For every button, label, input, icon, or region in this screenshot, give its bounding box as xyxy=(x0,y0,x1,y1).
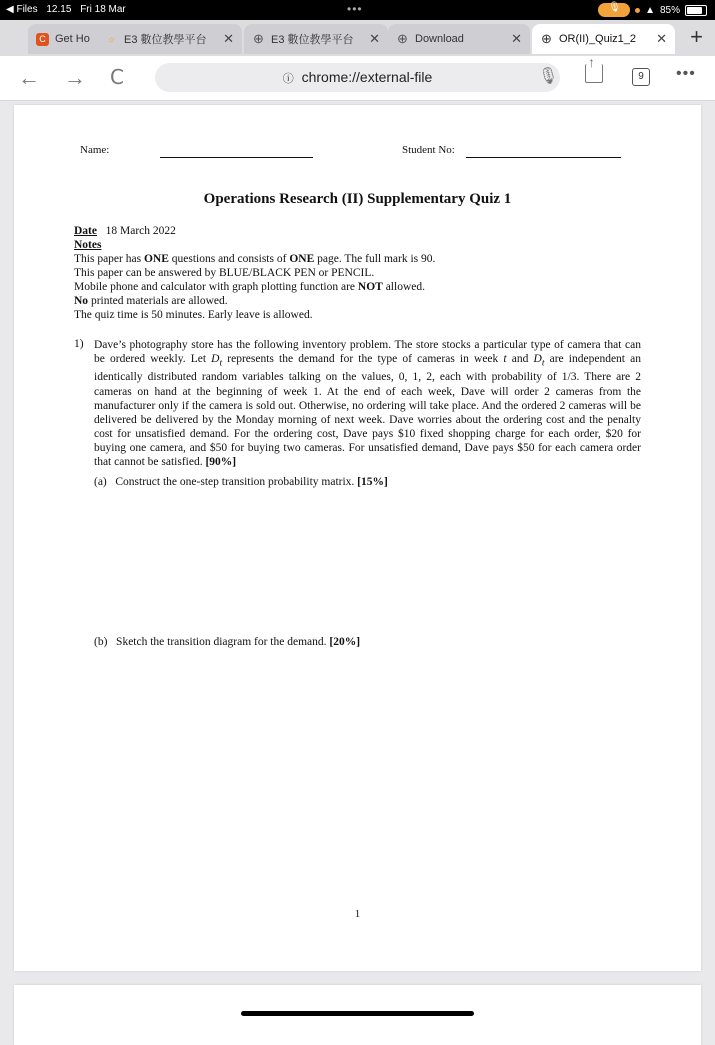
date-line xyxy=(74,224,176,238)
site-info-icon[interactable]: ⓘ xyxy=(282,73,294,85)
quiz-title: Operations Research (II) Supplementary Quiz 1 xyxy=(203,191,512,207)
tab-favicon-icon: C xyxy=(36,33,49,46)
tab-switcher-button[interactable]: 9 xyxy=(632,68,650,86)
tab-favicon-icon: ☼ xyxy=(107,34,116,44)
close-tab-icon[interactable]: ✕ xyxy=(511,31,522,46)
q1-marks: [90%] xyxy=(205,456,237,469)
q1-subscript: t xyxy=(219,357,223,369)
tab-label: E3 數位教學平台 xyxy=(271,34,354,46)
note-text: allowed. xyxy=(382,281,425,293)
tab-favicon-icon: ⊕ xyxy=(397,31,408,46)
q1-variable: D xyxy=(533,353,542,366)
date-value: 18 March 2022 xyxy=(105,225,176,237)
microphone-in-use-icon xyxy=(598,3,630,17)
more-menu-icon[interactable]: ••• xyxy=(676,65,696,82)
note-bold: NOT xyxy=(357,281,383,293)
q1-variable: t xyxy=(503,353,507,366)
browser-toolbar xyxy=(0,56,715,101)
url-text: chrome://external-file xyxy=(301,69,433,85)
name-label: Name: xyxy=(80,144,110,156)
note-text: printed materials are allowed. xyxy=(88,295,228,307)
voice-search-icon[interactable]: 🎙 xyxy=(538,68,559,85)
name-blank-line xyxy=(160,156,313,158)
address-bar[interactable] xyxy=(155,63,560,92)
status-time: 12.15 xyxy=(46,4,72,15)
q1-text-part: represents the demand for the type of cameras in week xyxy=(222,353,504,366)
tab-label: OR(II)_Quiz1_2 xyxy=(559,33,637,45)
date-label: Date xyxy=(74,225,97,237)
question-1-text xyxy=(94,338,641,469)
question-1b xyxy=(94,636,360,648)
q1a-text: Construct the one-step transition probability matrix. xyxy=(115,476,358,488)
status-bar xyxy=(0,0,715,20)
note-bold: ONE xyxy=(143,253,169,265)
note-text: questions and consists of xyxy=(168,253,290,265)
note-line-5: The quiz time is 50 minutes. Early leave is allowed. xyxy=(74,309,313,321)
forward-arrow-icon[interactable]: → xyxy=(64,65,86,90)
note-bold: No xyxy=(74,295,89,307)
note-text: page. The full mark is 90. xyxy=(314,253,436,265)
document-viewer[interactable] xyxy=(0,101,715,1024)
q1b-marks: [20%] xyxy=(329,636,361,648)
q1b-text: Sketch the transition diagram for the demand. xyxy=(116,636,330,648)
back-to-app-link[interactable]: ◀ Files xyxy=(6,4,38,15)
battery-icon xyxy=(685,5,707,16)
close-tab-icon[interactable]: ✕ xyxy=(223,31,234,46)
recording-dot-icon xyxy=(635,8,640,13)
page-number: 1 xyxy=(354,908,361,920)
notes-heading xyxy=(74,238,101,252)
wifi-icon: ▲ xyxy=(645,4,655,16)
q1a-marks: [15%] xyxy=(357,476,388,488)
tab-label: Download xyxy=(415,33,464,45)
tab-bar xyxy=(0,20,715,56)
student-no-label: Student No: xyxy=(402,144,455,156)
reload-icon[interactable]: C xyxy=(110,65,124,89)
q1-text-part: Dave’s photography store has the following inventory problem. The store stocks a particular type of camera that can be ordered weekly. Let xyxy=(94,339,641,366)
tab-favicon-icon: ⊕ xyxy=(253,31,264,46)
note-bold: ONE xyxy=(289,253,315,265)
status-date: Fri 18 Mar xyxy=(80,4,126,15)
share-icon[interactable] xyxy=(585,64,603,83)
student-no-blank-line xyxy=(466,156,621,158)
close-tab-icon[interactable]: ✕ xyxy=(656,31,667,46)
tab-e3-1[interactable] xyxy=(97,24,242,54)
multitasking-dots[interactable]: ••• xyxy=(347,2,363,16)
note-text: Mobile phone and calculator with graph plotting function are xyxy=(74,281,358,293)
q1b-label: (b) xyxy=(94,636,108,648)
note-line-3 xyxy=(74,280,425,294)
question-1a xyxy=(94,476,388,488)
q1-subscript: t xyxy=(541,357,545,369)
note-line-1 xyxy=(74,252,435,266)
note-line-2: This paper can be answered by BLUE/BLACK PEN or PENCIL. xyxy=(74,267,375,279)
battery-percent: 85% xyxy=(659,4,680,16)
tab-label: Get Ho xyxy=(55,33,90,45)
document-page xyxy=(14,105,701,971)
note-text: This paper has xyxy=(74,253,144,265)
tab-label: E3 數位教學平台 xyxy=(124,34,207,46)
new-tab-button[interactable]: + xyxy=(690,24,703,49)
q1-text-part: and xyxy=(506,353,534,366)
tab-favicon-icon: ⊕ xyxy=(541,31,552,46)
tab-download[interactable] xyxy=(388,24,530,54)
tab-strip-overflow[interactable] xyxy=(0,24,28,54)
q1-text-part: are independent an identically distributed random variables talking on the values, 0, 1, 2, each with probability of 1/3. There are 2 cameras on hand at the beginning of week 1. At the end of each week, Dave will order 2 cameras from the manufacturer only if the camera is sold out. Otherwise, no ordering will take place. And the ordered 2 cameras will be delivered be delivered by the Monday morning of next week. Dave worries about the ordering cost and the penalty cost for unsatisfied demand. For the ordering cost, Dave pays $10 fixed shopping charge for each order, $20 for buying one camera, and $50 for buying two cameras. For unsatisfied demand, Dave pays $50 for each camera order that cannot be satisfied. xyxy=(94,353,641,469)
home-indicator[interactable] xyxy=(241,1011,474,1016)
back-arrow-icon[interactable]: ← xyxy=(18,65,40,90)
close-tab-icon[interactable]: ✕ xyxy=(369,31,380,46)
q1a-label: (a) xyxy=(94,476,107,488)
q1-variable: D xyxy=(211,353,220,366)
question-1-number: 1) xyxy=(74,338,84,350)
tab-e3-2[interactable] xyxy=(244,24,388,54)
notes-label: Notes xyxy=(74,239,102,251)
note-line-4 xyxy=(74,294,228,308)
tab-or-quiz[interactable] xyxy=(532,24,675,54)
